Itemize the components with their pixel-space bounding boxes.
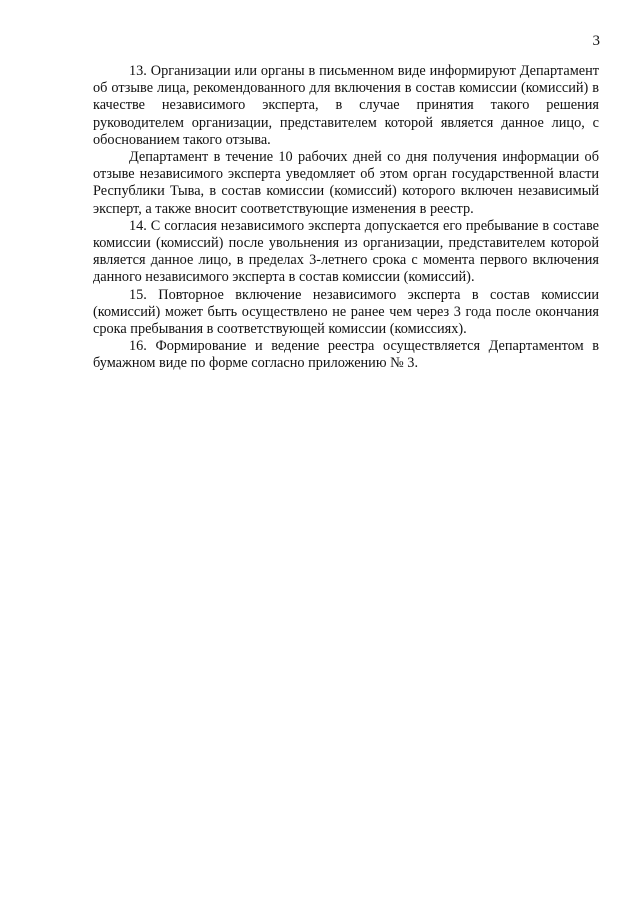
paragraph-13: 13. Организации или органы в письменном виде информируют Департамент об отзыве лица, рекомендованного для включения в состав комиссии (комиссий) в качестве независимого эксперта, в случае принятия такого решения руководителем организации, представителем которой является данное лицо, с обоснованием такого отзыва. bbox=[93, 63, 599, 148]
paragraph-16: 16. Формирование и ведение реестра осуществляется Департаментом в бумажном виде по форме согласно приложению № 3. bbox=[93, 338, 599, 372]
document-body bbox=[93, 63, 599, 373]
page-number: 3 bbox=[592, 33, 600, 49]
paragraph-13-notification: Департамент в течение 10 рабочих дней со дня получения информации об отзыве независимого эксперта уведомляет об этом орган государственной власти Республики Тыва, в состав комиссии (комиссий) которого включен независимый эксперт, а также вносит соответствующие изменения в реестр. bbox=[93, 149, 599, 217]
paragraph-14: 14. С согласия независимого эксперта допускается его пребывание в составе комиссии (комиссий) после увольнения из организации, представителем которой является данное лицо, в пределах 3-летнего срока с момента первого включения данного независимого эксперта в состав комиссии (комиссий). bbox=[93, 217, 599, 286]
paragraph-15: 15. Повторное включение независимого эксперта в состав комиссии (комиссий) может быть осуществлено не ранее чем через 3 года после окончания срока пребывания в соответствующей комиссии (комиссиях). bbox=[93, 286, 599, 338]
